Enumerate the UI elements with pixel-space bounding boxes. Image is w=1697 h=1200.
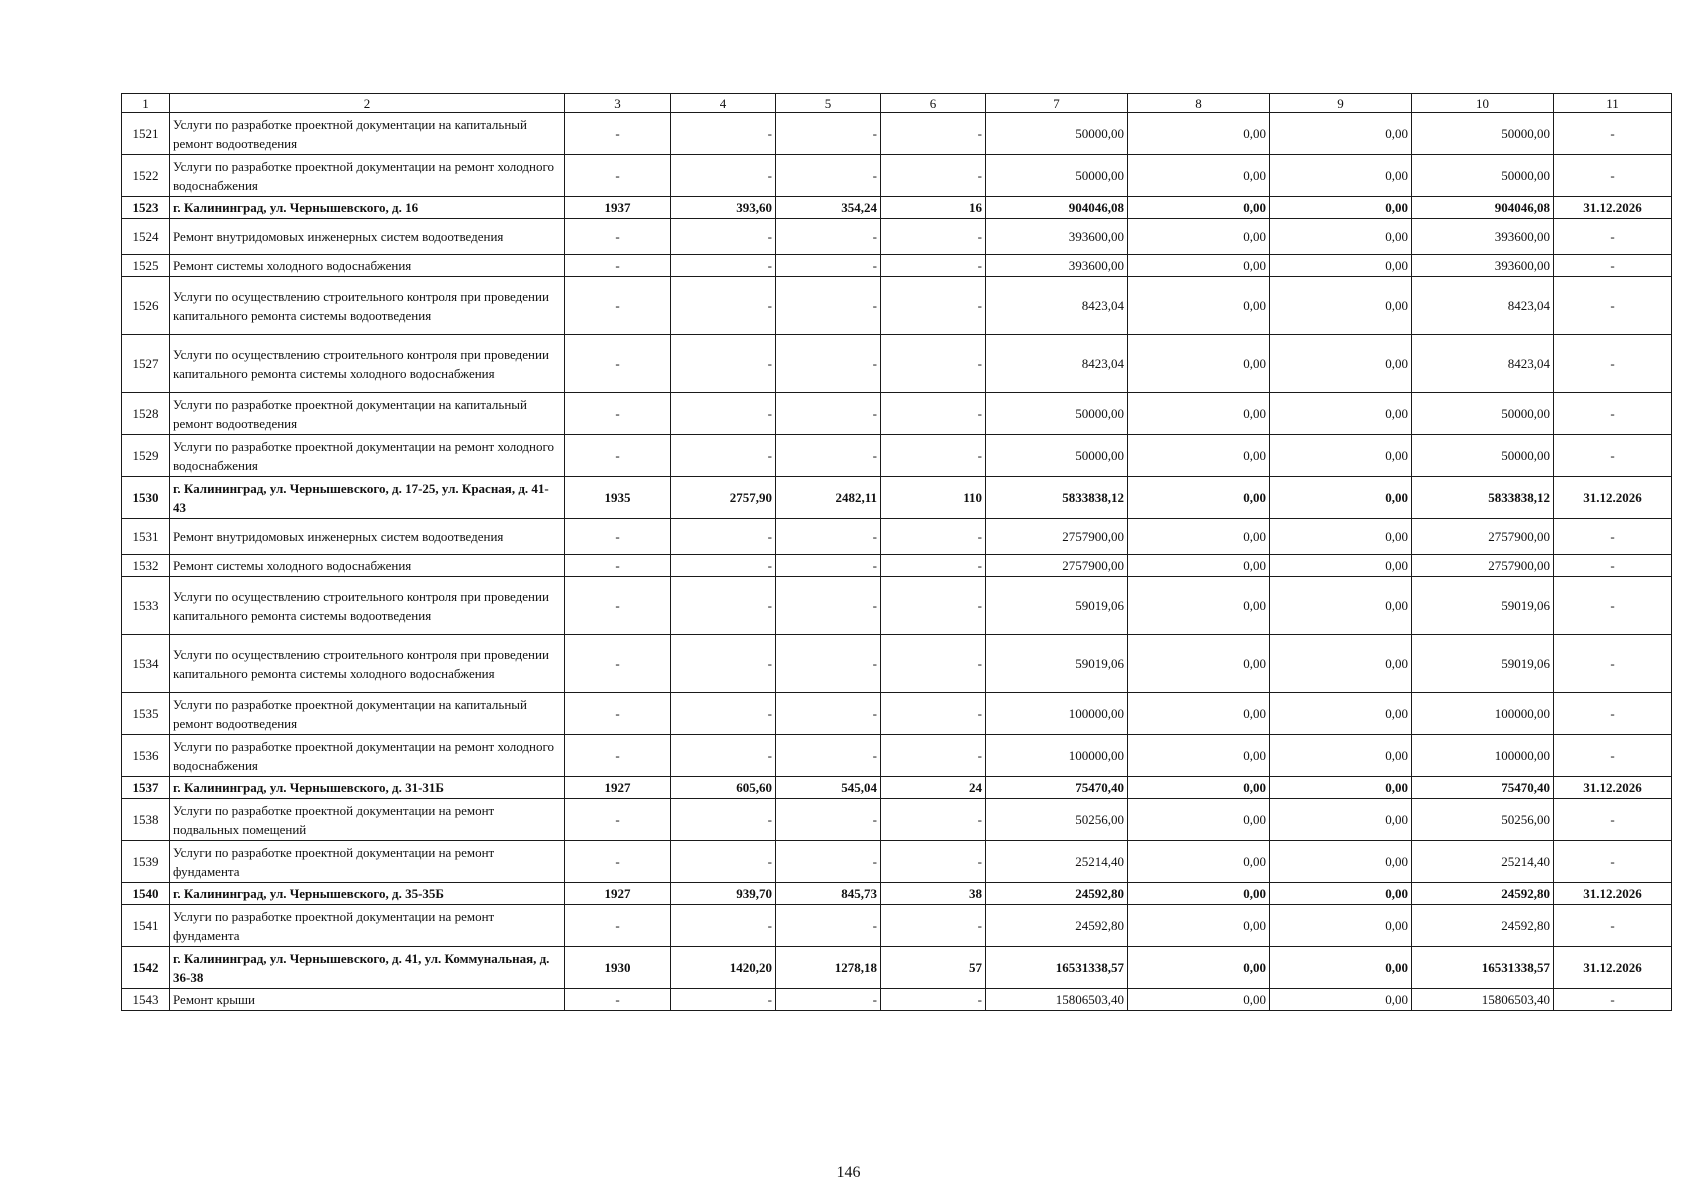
area-living-cell: -	[776, 577, 881, 635]
budget-cell: 0,00	[1270, 219, 1412, 255]
area-living-cell: -	[776, 277, 881, 335]
total-cost-cell: 25214,40	[986, 841, 1128, 883]
row-number: 1522	[122, 155, 170, 197]
total-cost-cell: 2757900,00	[986, 519, 1128, 555]
row-number: 1539	[122, 841, 170, 883]
item-name: г. Калининград, ул. Чернышевского, д. 17-25, ул. Красная, д. 41-43	[170, 477, 565, 519]
total-cost-cell: 24592,80	[986, 883, 1128, 905]
total-cost-cell: 100000,00	[986, 693, 1128, 735]
table-row	[122, 393, 1672, 435]
item-name: г. Калининград, ул. Чернышевского, д. 35-35Б	[170, 883, 565, 905]
item-name: Услуги по разработке проектной документации на ремонт фундамента	[170, 841, 565, 883]
row-number: 1537	[122, 777, 170, 799]
fund-cell: 0,00	[1128, 435, 1270, 477]
deadline-cell: -	[1554, 335, 1672, 393]
area-cell: 939,70	[671, 883, 776, 905]
deadline-cell: -	[1554, 555, 1672, 577]
residents-cell: -	[881, 219, 986, 255]
table-row	[122, 905, 1672, 947]
year-cell: -	[565, 255, 671, 277]
item-name: Ремонт внутридомовых инженерных систем водоотведения	[170, 519, 565, 555]
row-number: 1527	[122, 335, 170, 393]
budget-cell: 0,00	[1270, 113, 1412, 155]
total-cost-cell: 16531338,57	[986, 947, 1128, 989]
deadline-cell: -	[1554, 905, 1672, 947]
column-number: 4	[671, 94, 776, 113]
row-number: 1535	[122, 693, 170, 735]
row-number: 1542	[122, 947, 170, 989]
year-cell: -	[565, 841, 671, 883]
row-number: 1529	[122, 435, 170, 477]
area-cell: -	[671, 735, 776, 777]
total-cost-cell: 393600,00	[986, 219, 1128, 255]
deadline-cell: -	[1554, 841, 1672, 883]
fund-cell: 0,00	[1128, 841, 1270, 883]
deadline-cell: -	[1554, 799, 1672, 841]
fund-cell: 0,00	[1128, 577, 1270, 635]
area-cell: -	[671, 555, 776, 577]
total-cost-cell: 50000,00	[986, 113, 1128, 155]
residents-cell: -	[881, 799, 986, 841]
area-cell: -	[671, 799, 776, 841]
page-number: 146	[836, 1164, 861, 1181]
item-name: Услуги по осуществлению строительного контроля при проведении капитального ремонта системы водоотведения	[170, 577, 565, 635]
budget-cell: 0,00	[1270, 335, 1412, 393]
area-cell: -	[671, 393, 776, 435]
deadline-cell: -	[1554, 113, 1672, 155]
owners-cell: 8423,04	[1412, 335, 1554, 393]
budget-cell: 0,00	[1270, 989, 1412, 1011]
year-cell: -	[565, 735, 671, 777]
deadline-cell: -	[1554, 693, 1672, 735]
table-row	[122, 635, 1672, 693]
area-living-cell: -	[776, 905, 881, 947]
year-cell: -	[565, 635, 671, 693]
fund-cell: 0,00	[1128, 519, 1270, 555]
owners-cell: 15806503,40	[1412, 989, 1554, 1011]
area-cell: -	[671, 277, 776, 335]
year-cell: -	[565, 905, 671, 947]
area-living-cell: -	[776, 841, 881, 883]
year-cell: 1937	[565, 197, 671, 219]
row-number: 1536	[122, 735, 170, 777]
row-number: 1526	[122, 277, 170, 335]
area-cell: 2757,90	[671, 477, 776, 519]
fund-cell: 0,00	[1128, 555, 1270, 577]
table-row	[122, 841, 1672, 883]
budget-cell: 0,00	[1270, 635, 1412, 693]
deadline-cell: -	[1554, 155, 1672, 197]
area-living-cell: 845,73	[776, 883, 881, 905]
area-cell: -	[671, 113, 776, 155]
column-number: 6	[881, 94, 986, 113]
fund-cell: 0,00	[1128, 693, 1270, 735]
year-cell: -	[565, 519, 671, 555]
total-cost-cell: 393600,00	[986, 255, 1128, 277]
table-row	[122, 477, 1672, 519]
column-number: 11	[1554, 94, 1672, 113]
table-row	[122, 255, 1672, 277]
table-row	[122, 735, 1672, 777]
year-cell: -	[565, 113, 671, 155]
total-cost-cell: 75470,40	[986, 777, 1128, 799]
item-name: Услуги по разработке проектной документации на капитальный ремонт водоотведения	[170, 693, 565, 735]
deadline-cell: -	[1554, 435, 1672, 477]
budget-cell: 0,00	[1270, 905, 1412, 947]
register-table	[121, 93, 1672, 1011]
table-row	[122, 335, 1672, 393]
owners-cell: 2757900,00	[1412, 519, 1554, 555]
owners-cell: 50000,00	[1412, 393, 1554, 435]
column-number: 7	[986, 94, 1128, 113]
row-number: 1523	[122, 197, 170, 219]
budget-cell: 0,00	[1270, 393, 1412, 435]
deadline-cell: -	[1554, 635, 1672, 693]
owners-cell: 8423,04	[1412, 277, 1554, 335]
owners-cell: 16531338,57	[1412, 947, 1554, 989]
residents-cell: 57	[881, 947, 986, 989]
year-cell: -	[565, 219, 671, 255]
fund-cell: 0,00	[1128, 393, 1270, 435]
year-cell: -	[565, 335, 671, 393]
row-number: 1534	[122, 635, 170, 693]
owners-cell: 50000,00	[1412, 435, 1554, 477]
table-row	[122, 777, 1672, 799]
item-name: Услуги по разработке проектной документации на ремонт фундамента	[170, 905, 565, 947]
year-cell: 1930	[565, 947, 671, 989]
year-cell: 1935	[565, 477, 671, 519]
residents-cell: 110	[881, 477, 986, 519]
total-cost-cell: 8423,04	[986, 277, 1128, 335]
total-cost-cell: 50000,00	[986, 393, 1128, 435]
item-name: Услуги по разработке проектной документации на ремонт холодного водоснабжения	[170, 155, 565, 197]
table-row	[122, 693, 1672, 735]
area-cell: -	[671, 989, 776, 1011]
column-number: 10	[1412, 94, 1554, 113]
area-cell: 605,60	[671, 777, 776, 799]
item-name: Ремонт крыши	[170, 989, 565, 1011]
item-name: Услуги по осуществлению строительного контроля при проведении капитального ремонта системы водоотведения	[170, 277, 565, 335]
budget-cell: 0,00	[1270, 947, 1412, 989]
year-cell: -	[565, 277, 671, 335]
register-table-body	[122, 94, 1672, 1011]
item-name: Ремонт системы холодного водоснабжения	[170, 555, 565, 577]
residents-cell: -	[881, 905, 986, 947]
fund-cell: 0,00	[1128, 799, 1270, 841]
row-number: 1540	[122, 883, 170, 905]
total-cost-cell: 59019,06	[986, 577, 1128, 635]
budget-cell: 0,00	[1270, 883, 1412, 905]
area-cell: -	[671, 635, 776, 693]
deadline-cell: -	[1554, 255, 1672, 277]
residents-cell: -	[881, 635, 986, 693]
owners-cell: 904046,08	[1412, 197, 1554, 219]
year-cell: -	[565, 555, 671, 577]
deadline-cell: -	[1554, 277, 1672, 335]
table-row	[122, 883, 1672, 905]
fund-cell: 0,00	[1128, 777, 1270, 799]
total-cost-cell: 2757900,00	[986, 555, 1128, 577]
row-number: 1525	[122, 255, 170, 277]
item-name: Ремонт внутридомовых инженерных систем водоотведения	[170, 219, 565, 255]
budget-cell: 0,00	[1270, 841, 1412, 883]
area-living-cell: 545,04	[776, 777, 881, 799]
area-living-cell: -	[776, 635, 881, 693]
fund-cell: 0,00	[1128, 155, 1270, 197]
residents-cell: 24	[881, 777, 986, 799]
fund-cell: 0,00	[1128, 883, 1270, 905]
residents-cell: -	[881, 693, 986, 735]
year-cell: -	[565, 799, 671, 841]
row-number: 1524	[122, 219, 170, 255]
area-cell: -	[671, 435, 776, 477]
row-number: 1521	[122, 113, 170, 155]
item-name: Услуги по разработке проектной документации на ремонт подвальных помещений	[170, 799, 565, 841]
fund-cell: 0,00	[1128, 219, 1270, 255]
budget-cell: 0,00	[1270, 197, 1412, 219]
fund-cell: 0,00	[1128, 735, 1270, 777]
owners-cell: 24592,80	[1412, 883, 1554, 905]
total-cost-cell: 904046,08	[986, 197, 1128, 219]
area-living-cell: -	[776, 989, 881, 1011]
budget-cell: 0,00	[1270, 155, 1412, 197]
owners-cell: 59019,06	[1412, 577, 1554, 635]
owners-cell: 75470,40	[1412, 777, 1554, 799]
residents-cell: 16	[881, 197, 986, 219]
area-cell: -	[671, 905, 776, 947]
area-cell: -	[671, 577, 776, 635]
year-cell: 1927	[565, 777, 671, 799]
column-number-row	[122, 94, 1672, 113]
fund-cell: 0,00	[1128, 113, 1270, 155]
budget-cell: 0,00	[1270, 577, 1412, 635]
table-row	[122, 155, 1672, 197]
column-number: 5	[776, 94, 881, 113]
column-number: 8	[1128, 94, 1270, 113]
year-cell: -	[565, 155, 671, 197]
deadline-cell: 31.12.2026	[1554, 477, 1672, 519]
owners-cell: 2757900,00	[1412, 555, 1554, 577]
total-cost-cell: 8423,04	[986, 335, 1128, 393]
owners-cell: 24592,80	[1412, 905, 1554, 947]
residents-cell: -	[881, 841, 986, 883]
column-number: 2	[170, 94, 565, 113]
area-cell: -	[671, 335, 776, 393]
deadline-cell: -	[1554, 519, 1672, 555]
column-number: 1	[122, 94, 170, 113]
area-living-cell: -	[776, 735, 881, 777]
total-cost-cell: 15806503,40	[986, 989, 1128, 1011]
area-living-cell: -	[776, 155, 881, 197]
budget-cell: 0,00	[1270, 799, 1412, 841]
fund-cell: 0,00	[1128, 197, 1270, 219]
table-row	[122, 799, 1672, 841]
budget-cell: 0,00	[1270, 693, 1412, 735]
area-living-cell: 2482,11	[776, 477, 881, 519]
total-cost-cell: 50256,00	[986, 799, 1128, 841]
area-cell: 1420,20	[671, 947, 776, 989]
budget-cell: 0,00	[1270, 519, 1412, 555]
deadline-cell: -	[1554, 735, 1672, 777]
owners-cell: 59019,06	[1412, 635, 1554, 693]
area-living-cell: -	[776, 693, 881, 735]
table-row	[122, 989, 1672, 1011]
fund-cell: 0,00	[1128, 905, 1270, 947]
deadline-cell: -	[1554, 989, 1672, 1011]
row-number: 1528	[122, 393, 170, 435]
fund-cell: 0,00	[1128, 335, 1270, 393]
area-cell: -	[671, 841, 776, 883]
owners-cell: 25214,40	[1412, 841, 1554, 883]
residents-cell: -	[881, 155, 986, 197]
budget-cell: 0,00	[1270, 255, 1412, 277]
residents-cell: -	[881, 989, 986, 1011]
area-cell: 393,60	[671, 197, 776, 219]
fund-cell: 0,00	[1128, 635, 1270, 693]
owners-cell: 50256,00	[1412, 799, 1554, 841]
table-row	[122, 435, 1672, 477]
table-row	[122, 947, 1672, 989]
area-living-cell: -	[776, 435, 881, 477]
fund-cell: 0,00	[1128, 255, 1270, 277]
budget-cell: 0,00	[1270, 777, 1412, 799]
owners-cell: 100000,00	[1412, 735, 1554, 777]
deadline-cell: 31.12.2026	[1554, 883, 1672, 905]
residents-cell: -	[881, 113, 986, 155]
item-name: Ремонт системы холодного водоснабжения	[170, 255, 565, 277]
total-cost-cell: 100000,00	[986, 735, 1128, 777]
item-name: Услуги по осуществлению строительного контроля при проведении капитального ремонта системы холодного водоснабжения	[170, 635, 565, 693]
year-cell: -	[565, 693, 671, 735]
row-number: 1541	[122, 905, 170, 947]
deadline-cell: 31.12.2026	[1554, 947, 1672, 989]
item-name: Услуги по разработке проектной документации на капитальный ремонт водоотведения	[170, 113, 565, 155]
owners-cell: 393600,00	[1412, 219, 1554, 255]
table-row	[122, 197, 1672, 219]
deadline-cell: 31.12.2026	[1554, 777, 1672, 799]
residents-cell: -	[881, 393, 986, 435]
column-number: 9	[1270, 94, 1412, 113]
owners-cell: 50000,00	[1412, 113, 1554, 155]
fund-cell: 0,00	[1128, 477, 1270, 519]
deadline-cell: 31.12.2026	[1554, 197, 1672, 219]
fund-cell: 0,00	[1128, 277, 1270, 335]
area-living-cell: -	[776, 219, 881, 255]
area-living-cell: 354,24	[776, 197, 881, 219]
area-living-cell: -	[776, 255, 881, 277]
fund-cell: 0,00	[1128, 989, 1270, 1011]
area-cell: -	[671, 693, 776, 735]
residents-cell: -	[881, 519, 986, 555]
residents-cell: -	[881, 335, 986, 393]
budget-cell: 0,00	[1270, 555, 1412, 577]
area-living-cell: -	[776, 113, 881, 155]
row-number: 1532	[122, 555, 170, 577]
residents-cell: -	[881, 555, 986, 577]
year-cell: -	[565, 393, 671, 435]
table-row	[122, 519, 1672, 555]
area-living-cell: -	[776, 393, 881, 435]
item-name: г. Калининград, ул. Чернышевского, д. 41, ул. Коммунальная, д. 36-38	[170, 947, 565, 989]
deadline-cell: -	[1554, 219, 1672, 255]
area-cell: -	[671, 155, 776, 197]
budget-cell: 0,00	[1270, 435, 1412, 477]
area-living-cell: -	[776, 555, 881, 577]
row-number: 1533	[122, 577, 170, 635]
item-name: г. Калининград, ул. Чернышевского, д. 16	[170, 197, 565, 219]
budget-cell: 0,00	[1270, 477, 1412, 519]
residents-cell: -	[881, 255, 986, 277]
row-number: 1531	[122, 519, 170, 555]
item-name: Услуги по разработке проектной документации на ремонт холодного водоснабжения	[170, 735, 565, 777]
owners-cell: 5833838,12	[1412, 477, 1554, 519]
area-cell: -	[671, 255, 776, 277]
total-cost-cell: 50000,00	[986, 155, 1128, 197]
total-cost-cell: 59019,06	[986, 635, 1128, 693]
row-number: 1543	[122, 989, 170, 1011]
owners-cell: 100000,00	[1412, 693, 1554, 735]
residents-cell: -	[881, 435, 986, 477]
total-cost-cell: 50000,00	[986, 435, 1128, 477]
table-row	[122, 113, 1672, 155]
table-row	[122, 577, 1672, 635]
owners-cell: 393600,00	[1412, 255, 1554, 277]
area-cell: -	[671, 519, 776, 555]
year-cell: -	[565, 435, 671, 477]
residents-cell: -	[881, 277, 986, 335]
budget-cell: 0,00	[1270, 735, 1412, 777]
residents-cell: -	[881, 735, 986, 777]
total-cost-cell: 24592,80	[986, 905, 1128, 947]
deadline-cell: -	[1554, 577, 1672, 635]
item-name: Услуги по разработке проектной документации на ремонт холодного водоснабжения	[170, 435, 565, 477]
area-living-cell: -	[776, 335, 881, 393]
deadline-cell: -	[1554, 393, 1672, 435]
residents-cell: 38	[881, 883, 986, 905]
budget-cell: 0,00	[1270, 277, 1412, 335]
area-living-cell: -	[776, 519, 881, 555]
area-cell: -	[671, 219, 776, 255]
item-name: Услуги по осуществлению строительного контроля при проведении капитального ремонта системы холодного водоснабжения	[170, 335, 565, 393]
total-cost-cell: 5833838,12	[986, 477, 1128, 519]
year-cell: 1927	[565, 883, 671, 905]
table-row	[122, 277, 1672, 335]
area-living-cell: 1278,18	[776, 947, 881, 989]
row-number: 1530	[122, 477, 170, 519]
area-living-cell: -	[776, 799, 881, 841]
table-row	[122, 555, 1672, 577]
column-number: 3	[565, 94, 671, 113]
item-name: Услуги по разработке проектной документации на капитальный ремонт водоотведения	[170, 393, 565, 435]
owners-cell: 50000,00	[1412, 155, 1554, 197]
table-row	[122, 219, 1672, 255]
row-number: 1538	[122, 799, 170, 841]
year-cell: -	[565, 577, 671, 635]
year-cell: -	[565, 989, 671, 1011]
fund-cell: 0,00	[1128, 947, 1270, 989]
residents-cell: -	[881, 577, 986, 635]
item-name: г. Калининград, ул. Чернышевского, д. 31-31Б	[170, 777, 565, 799]
